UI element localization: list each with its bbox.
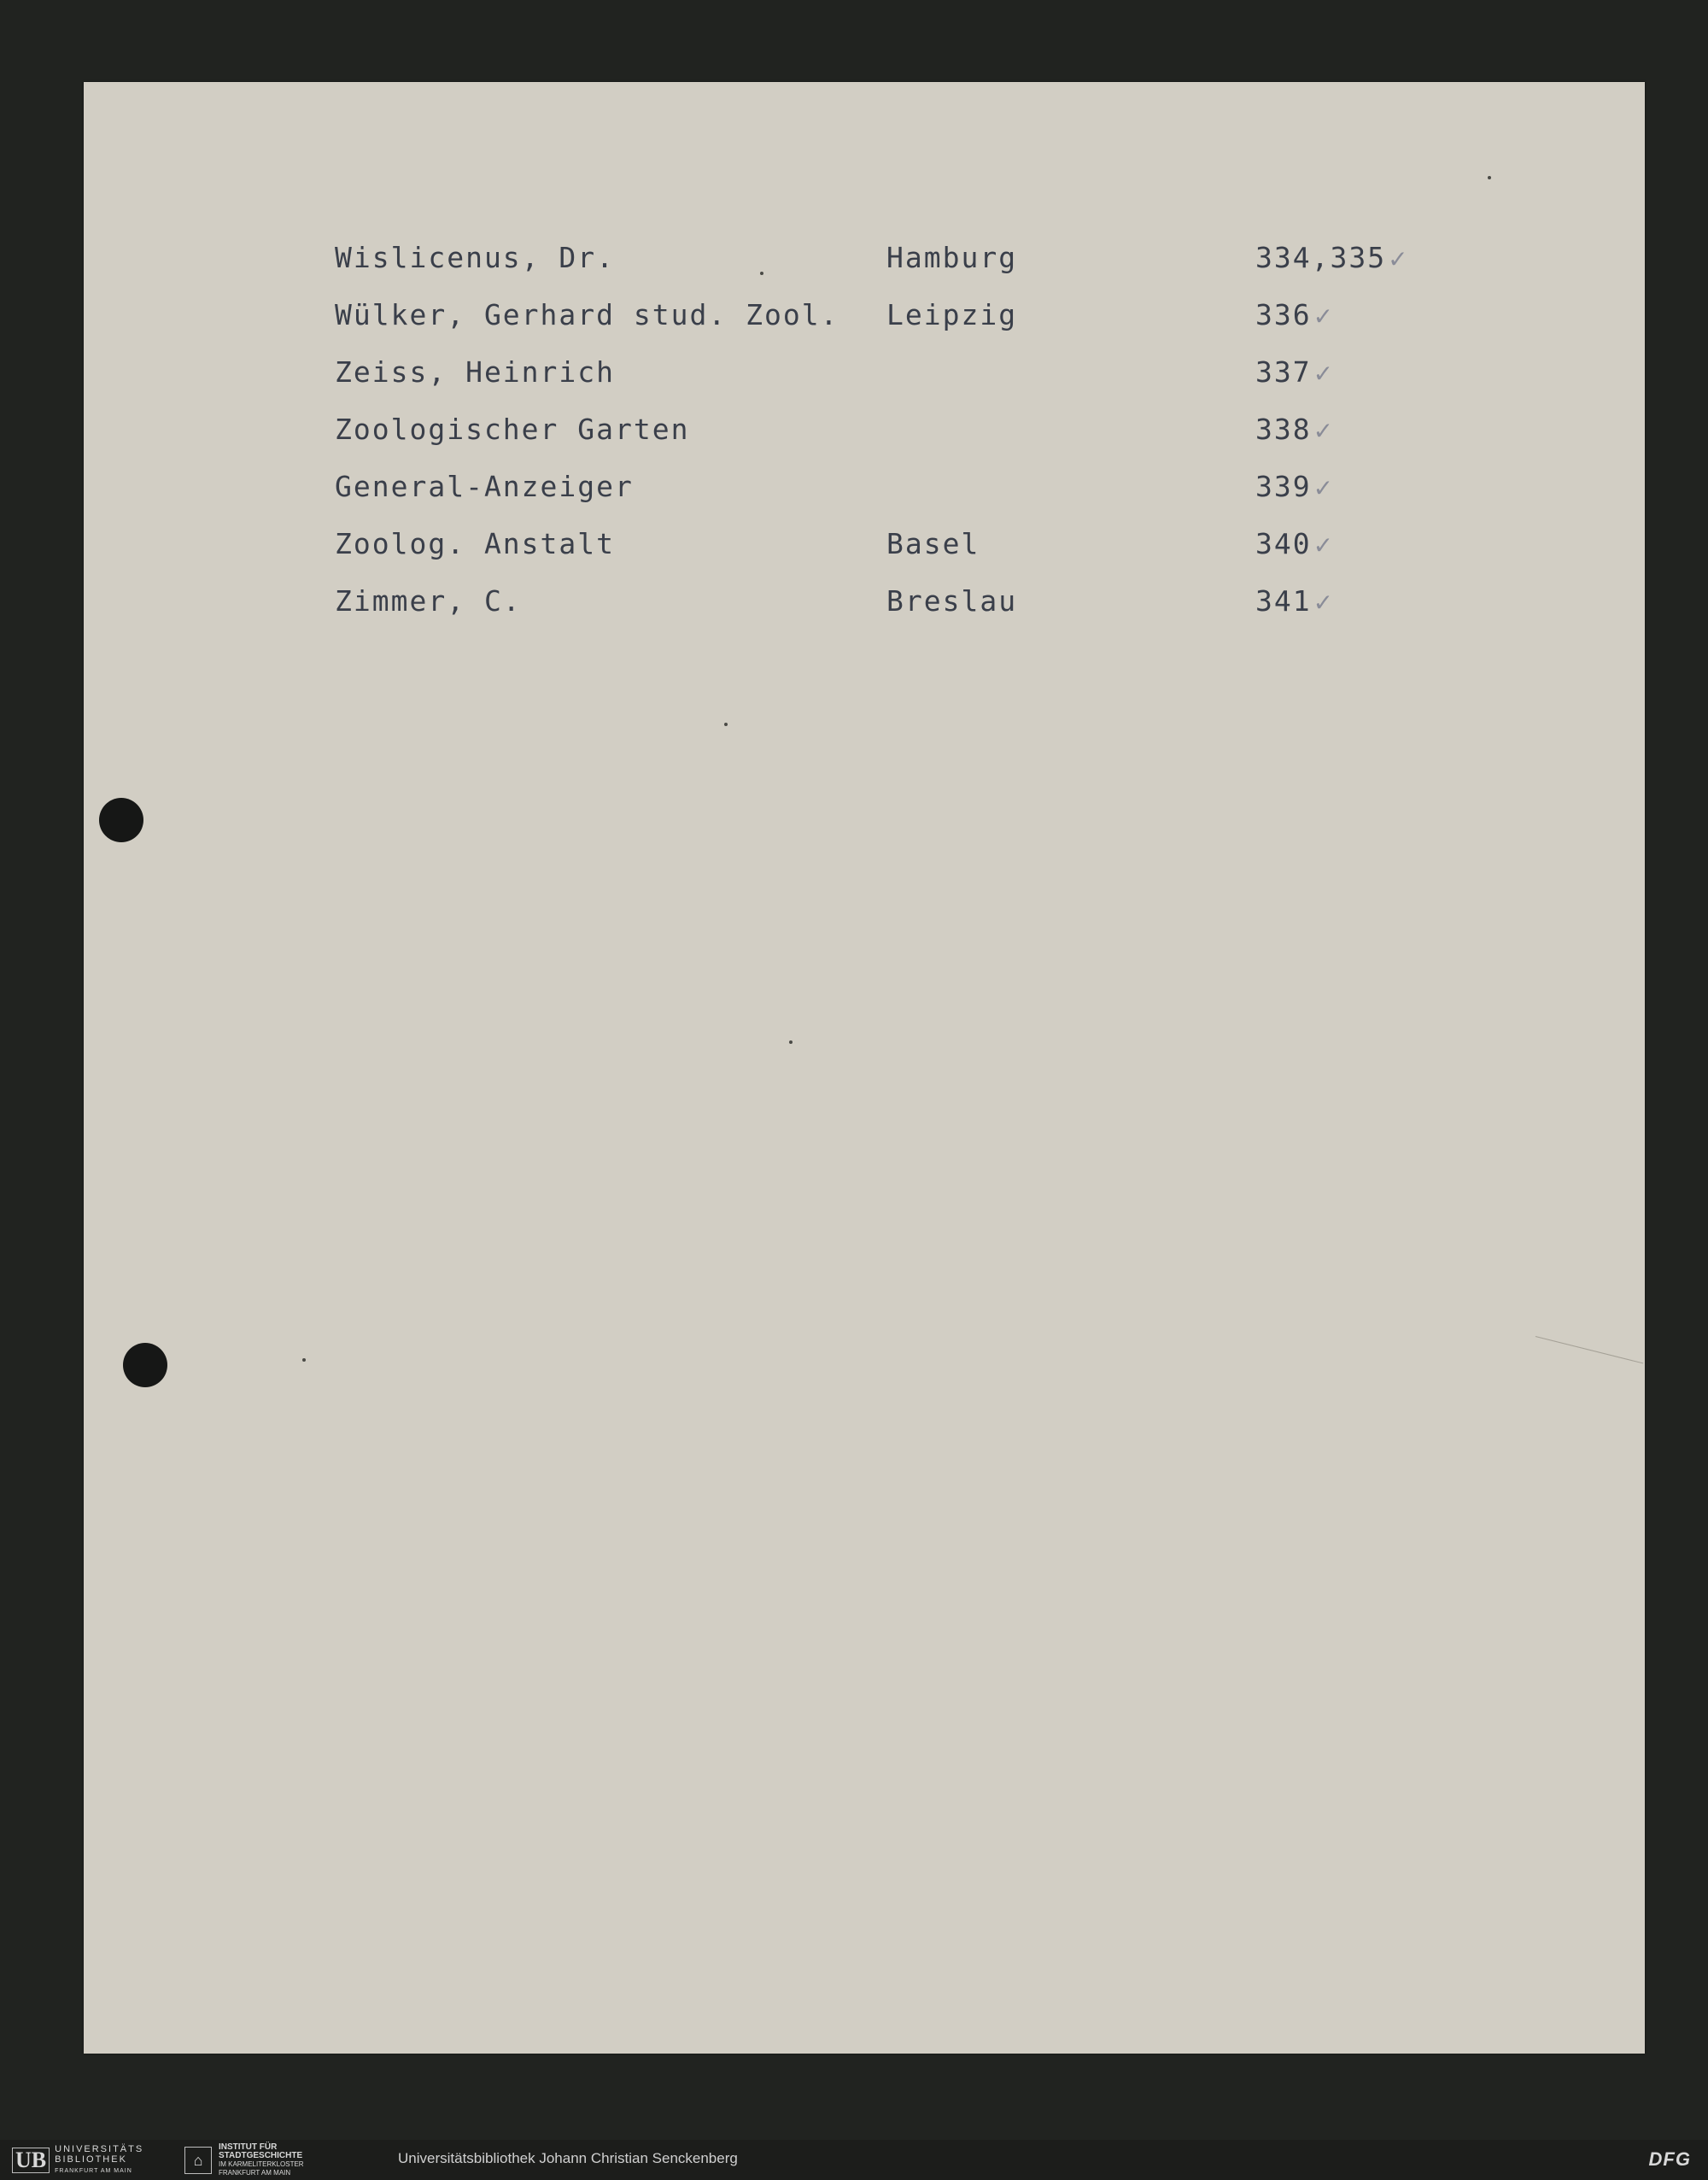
entry-number (1255, 470, 1333, 503)
entry-row (84, 241, 1645, 284)
entry-number (1255, 355, 1333, 389)
entry-number-text: 337 (1255, 355, 1312, 389)
ink-speck (789, 1040, 793, 1044)
dfg-logo[interactable]: DFG (1648, 2148, 1691, 2170)
entry-row (84, 470, 1645, 513)
entry-name: Wülker, Gerhard stud. Zool. (335, 298, 839, 331)
entry-number (1255, 527, 1333, 560)
ub-logo-line: UNIVERSITÄTS (55, 2144, 144, 2154)
document-page (84, 82, 1645, 2054)
ink-speck (724, 723, 728, 726)
entry-name: General-Anzeiger (335, 470, 634, 503)
ink-speck (1488, 176, 1491, 179)
check-mark-icon: ✓ (1313, 360, 1334, 388)
check-mark-icon: ✓ (1313, 417, 1334, 445)
entry-place: Basel (886, 527, 980, 560)
entry-name: Zoolog. Anstalt (335, 527, 616, 560)
check-mark-icon: ✓ (1313, 302, 1334, 331)
entry-number-text: 338 (1255, 413, 1312, 446)
viewer-footer (0, 2140, 1708, 2180)
isg-logo-line: INSTITUT FÜR (219, 2142, 278, 2152)
entry-name: Zoologischer Garten (335, 413, 690, 446)
entry-number-text: 341 (1255, 584, 1312, 618)
check-mark-icon: ✓ (1313, 589, 1334, 617)
entry-name: Zeiss, Heinrich (335, 355, 616, 389)
ub-logo[interactable] (12, 2144, 144, 2174)
paper-crease (1535, 1336, 1643, 1363)
ink-speck (302, 1358, 306, 1362)
ub-logo-mark: UB (12, 2148, 50, 2173)
entry-number-text: 340 (1255, 527, 1312, 560)
entry-number-text: 334,335 (1255, 241, 1387, 274)
entry-number (1255, 241, 1408, 274)
punch-hole-lower (123, 1343, 167, 1387)
entry-number-text: 339 (1255, 470, 1312, 503)
check-mark-icon: ✓ (1388, 245, 1408, 273)
entry-name: Zimmer, C. (335, 584, 522, 618)
entry-number (1255, 584, 1333, 618)
isg-emblem-icon: ⌂ (184, 2147, 212, 2174)
isg-logo-line: IM KARMELITERKLOSTER (219, 2160, 304, 2168)
entry-row (84, 355, 1645, 398)
ub-logo-text (55, 2144, 143, 2177)
check-mark-icon: ✓ (1313, 474, 1334, 502)
entry-number (1255, 413, 1333, 446)
punch-hole-upper (99, 798, 143, 842)
entry-row (84, 298, 1645, 341)
entry-row (84, 527, 1645, 570)
entry-place: Hamburg (886, 241, 1018, 274)
entry-name: Wislicenus, Dr. (335, 241, 616, 274)
ub-logo-line: BIBLIOTHEK (55, 2154, 127, 2165)
isg-logo[interactable] (184, 2142, 304, 2177)
entry-row (84, 413, 1645, 455)
ub-logo-line: FRANKFURT AM MAIN (55, 2168, 132, 2174)
entry-row (84, 584, 1645, 627)
footer-library-title: Universitätsbibliothek Johann Christian Senckenberg (398, 2150, 738, 2166)
check-mark-icon: ✓ (1313, 531, 1334, 560)
isg-logo-text (219, 2143, 304, 2177)
entry-place: Leipzig (886, 298, 1018, 331)
entry-place: Breslau (886, 584, 1018, 618)
entry-number-text: 336 (1255, 298, 1312, 331)
entry-number (1255, 298, 1333, 331)
isg-logo-line: FRANKFURT AM MAIN (219, 2169, 291, 2177)
isg-logo-line: STADTGESCHICHTE (219, 2151, 303, 2160)
